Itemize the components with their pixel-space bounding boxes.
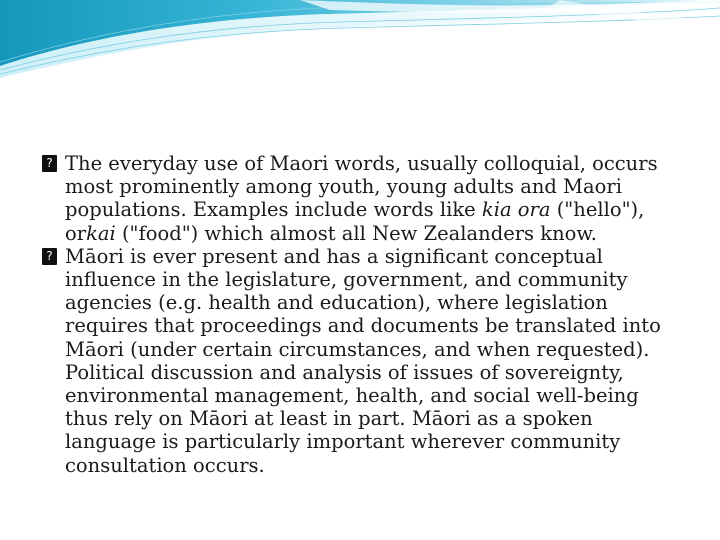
bullet-text: Māori is ever present and has a significant conceptual influence in the legislature, government, and community agencies (e.g. health and education), where legislation requires that proceedings and documents be translated into Māori (under certain circumstances, and when requested). Political discussion and analysis of issues of sovereignty, environmental management, health, and social well-being thus rely on Māori at least in part. Māori as a spoken language is particularly important wherever community consultation occurs. <box>65 244 661 477</box>
bullet-item-maori-influence <box>40 245 680 477</box>
bullet-text-part: ("food") which almost all New Zealanders know. <box>115 221 597 245</box>
bullet-item-maori-words <box>40 152 680 245</box>
bullet-italic-term: kia ora <box>481 198 551 222</box>
bullet-text-part: The everyday use of Maori words, usually colloquial, occurs most prominently among youth, young adults and Maori populations. Examples include words like <box>65 152 658 222</box>
bullet-list <box>40 152 680 477</box>
bullet-marker-icon: ? <box>42 248 57 265</box>
bullet-italic-term: kai <box>86 221 116 245</box>
bullet-marker-icon: ? <box>42 155 57 172</box>
header-wave-decoration <box>0 0 720 80</box>
bullet-text-part: ("hello"), or <box>65 198 645 245</box>
